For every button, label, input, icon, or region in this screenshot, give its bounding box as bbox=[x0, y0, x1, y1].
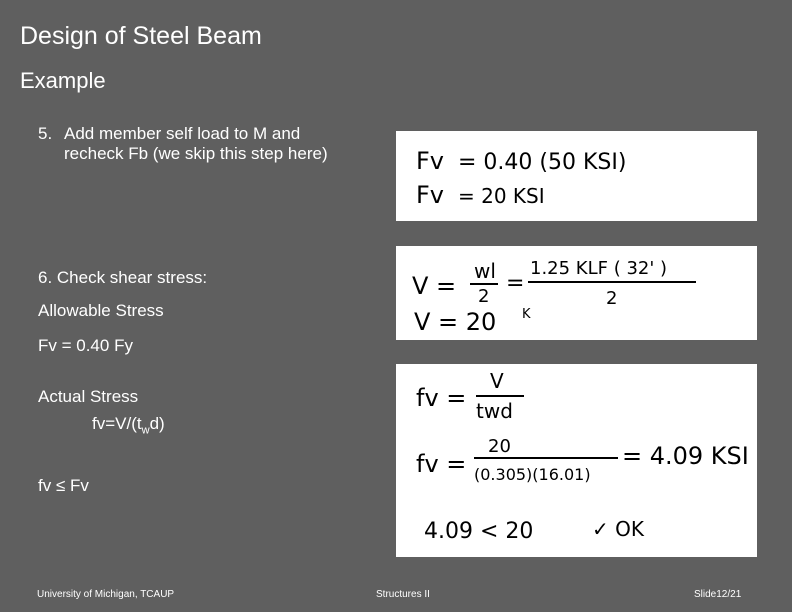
card3-fv2-result: = 4.09 KSI bbox=[622, 442, 749, 470]
card1-line2-lhs: Fv bbox=[416, 181, 445, 209]
handwritten-card-actual-stress bbox=[396, 364, 757, 557]
card3-fv-den: twd bbox=[476, 399, 513, 423]
footer-slide-number: Slide12/21 bbox=[694, 589, 742, 600]
card3-compare: 4.09 < 20 bbox=[424, 519, 534, 544]
handwritten-card-shear-force bbox=[396, 246, 757, 340]
card1-line1-rhs: = 0.40 (50 KSI) bbox=[458, 150, 627, 175]
card1-line1-lhs: Fv bbox=[416, 147, 445, 175]
step-5-number: 5. bbox=[38, 124, 53, 143]
allowable-stress-label: Allowable Stress bbox=[38, 301, 164, 320]
card2-eq: = bbox=[506, 271, 525, 296]
actual-formula-sub: w bbox=[141, 424, 150, 437]
slide-title: Design of Steel Beam bbox=[20, 22, 262, 50]
step-5-text: Add member self load to M and recheck Fb (we skip this step here) bbox=[64, 124, 328, 163]
card2-load-den: 2 bbox=[606, 288, 618, 309]
card1-line2-rhs: = 20 KSI bbox=[458, 184, 545, 208]
card2-load-num: 1.25 KLF ( 32' ) bbox=[530, 258, 668, 279]
actual-stress-label: Actual Stress bbox=[38, 387, 139, 406]
card2-wl-den: 2 bbox=[478, 286, 490, 307]
card3-fv2-num: 20 bbox=[488, 436, 511, 457]
card2-v2-sup: K bbox=[522, 307, 531, 322]
card-1-svg bbox=[396, 131, 757, 221]
card3-ok: ✓ OK bbox=[592, 517, 644, 541]
footer-institution: University of Michigan, TCAUP bbox=[37, 589, 175, 600]
card2-wl-num: wl bbox=[474, 259, 496, 283]
card3-fv2-lhs: fv = bbox=[416, 450, 467, 478]
actual-formula-suffix: d) bbox=[149, 414, 165, 433]
actual-formula-prefix: fv=V/(t bbox=[92, 414, 142, 433]
actual-stress-formula bbox=[92, 414, 165, 436]
card3-fv-lhs: fv = bbox=[416, 384, 467, 412]
step-5 bbox=[38, 124, 338, 164]
card2-v-lhs: V = bbox=[412, 272, 457, 300]
card3-fv-num: V bbox=[490, 369, 504, 393]
stress-check: fv ≤ Fv bbox=[38, 476, 89, 495]
step-6-heading: 6. Check shear stress: bbox=[38, 268, 208, 287]
card-3-svg bbox=[396, 364, 757, 557]
allowable-stress-formula: Fv = 0.40 Fy bbox=[38, 336, 133, 355]
slide-subtitle: Example bbox=[20, 68, 106, 93]
footer-course: Structures II bbox=[376, 589, 430, 600]
card-2-svg bbox=[396, 246, 757, 340]
handwritten-card-shear-allowable bbox=[396, 131, 757, 221]
card2-v2: V = 20 bbox=[414, 308, 497, 336]
card3-fv2-den: (0.305)(16.01) bbox=[474, 465, 591, 484]
